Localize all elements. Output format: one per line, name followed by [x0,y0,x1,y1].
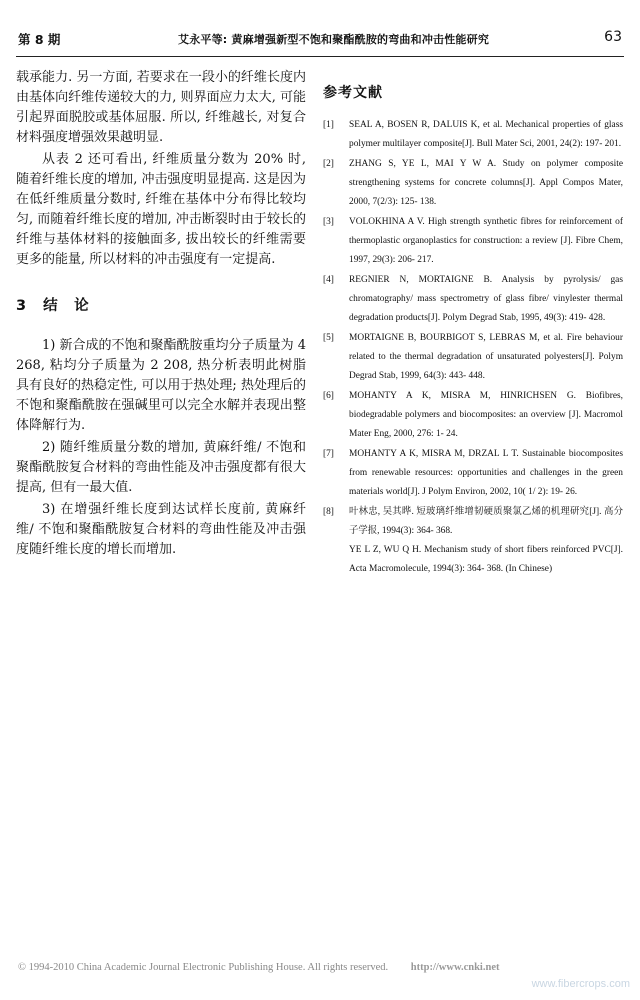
reference-text-chinese: 叶林忠, 吴其晔. 短玻璃纤维增韧硬质聚氯乙烯的机理研究[J]. 高分子学报, 1994(3): 364- 368. [349,507,623,536]
running-header [18,30,622,54]
left-column [16,68,306,560]
running-title: 艾永平等: 黄麻增强新型不饱和聚酯酰胺的弯曲和冲击性能研究 [178,33,490,46]
reference-item [323,155,623,212]
reference-number: [7] [323,449,334,459]
issue-number: 第 8 期 [18,32,61,47]
reference-item [323,503,623,579]
section-heading [16,294,306,315]
copyright-text: © 1994-2010 China Academic Journal Electronic Publishing House. All rights reserved. [18,962,389,973]
reference-text: VOLOKHINA A V. High strength synthetic fibres for reinforcement of thermoplastic organoplastics for construction: a review [J]. Fibre Chem, 1997, 29(3): 206- 217. [349,217,623,265]
reference-text [349,503,623,579]
reference-item [323,445,623,502]
copyright-footer [18,962,610,973]
reference-number: [3] [323,217,334,227]
page-number: 63 [604,29,622,45]
reference-text: MOHANTY A K, MISRA M, HINRICHSEN G. Biofibres, biodegradable polymers and biocomposites: an overview [J]. Macromol Mater Eng, 2000, 276: 1- 24. [349,391,623,439]
reference-item [323,213,623,270]
reference-text: MORTAIGNE B, BOURBIGOT S, LEBRAS M, et al. Fire behaviour related to the thermal degradation of unsaturated polyesters[J]. Polym Degrad Stab, 1999, 64(3): 443- 448. [349,333,623,381]
body-paragraph: 从表 2 还可看出, 纤维质量分数为 20% 时, 随着纤维长度的增加, 冲击强度明显提高. 这是因为在低纤维质量分数时, 纤维在基体中分布得比较均匀, 而随着纤维长度的增加, 冲击断裂时由于较长的纤维与基体材料的接触面多, 拔出较长的纤维需要更多的能量, 所以材料的冲击强度有一定提高. [16,152,306,267]
right-column [323,82,623,580]
reference-number: [8] [323,507,334,517]
reference-text: MOHANTY A K, MISRA M, DRZAL L T. Sustainable biocomposites from renewable resources: opportunities and challenges in the green materials world[J]. J Polym Environ, 2002, 10( 1/ 2): 19- 26. [349,449,623,497]
watermark: www.fibercrops.com [531,978,630,990]
reference-number: [1] [323,120,334,130]
conclusion-item: 2) 随纤维质量分数的增加, 黄麻纤维/ 不饱和聚酯酰胺复合材料的弯曲性能及冲击强度都有很大提高, 但有一最大值. [16,440,306,495]
section-number: 3 [16,298,28,314]
header-rule [16,56,624,57]
reference-text-english: YE L Z, WU Q H. Mechanism study of short fibers reinforced PVC[J]. Acta Macromolecule, 1994(3): 364- 368. (In Chinese) [349,545,623,574]
reference-text: ZHANG S, YE L, MAI Y W A. Study on polymer composite strengthening systems for concrete columns[J]. Appl Compos Mater, 2000, 7(2/3): 125- 138. [349,159,623,207]
references-heading: 参考文献 [323,85,383,101]
reference-item [323,387,623,444]
section-title: 结 论 [43,298,90,314]
conclusion-item: 1) 新合成的不饱和聚酯酰胺重均分子质量为 4 268, 粘均分子质量为 2 208, 热分析表明此树脂具有良好的热稳定性, 可以用于热处理; 热处理后的不饱和聚酯酰胺在强碱里可以完全水解并表现出整体降解行为. [16,338,306,433]
body-paragraph: 载承能力. 另一方面, 若要求在一段小的纤维长度内由基体向纤维传递较大的力, 则界面应力太大, 可能引起界面脱胶或基体屈服. 所以, 纤维越长, 对复合材料强度增强效果越明显. [16,70,306,145]
reference-item [323,116,623,154]
conclusion-item: 3) 在增强纤维长度到达试样长度前, 黄麻纤维/ 不饱和聚酯酰胺复合材料的弯曲性能及冲击强度随纤维长度的增长而增加. [16,502,306,557]
reference-number: [6] [323,391,334,401]
reference-number: [2] [323,159,334,169]
reference-item [323,271,623,328]
footer-url: http://www.cnki.net [410,962,500,973]
reference-number: [5] [323,333,334,343]
reference-text: SEAL A, BOSEN R, DALUIS K, et al. Mechanical properties of glass polymer multilayer composite[J]. Bull Mater Sci, 2001, 24(2): 197- 201. [349,120,623,149]
reference-text: REGNIER N, MORTAIGNE B. Analysis by pyrolysis/ gas chromatography/ mass spectrometry of glass fibre/ vinylester thermal degradation products[J]. Polym Degrad Stab, 1995, 49(3): 419- 428. [349,275,623,323]
reference-item [323,329,623,386]
reference-number: [4] [323,275,334,285]
